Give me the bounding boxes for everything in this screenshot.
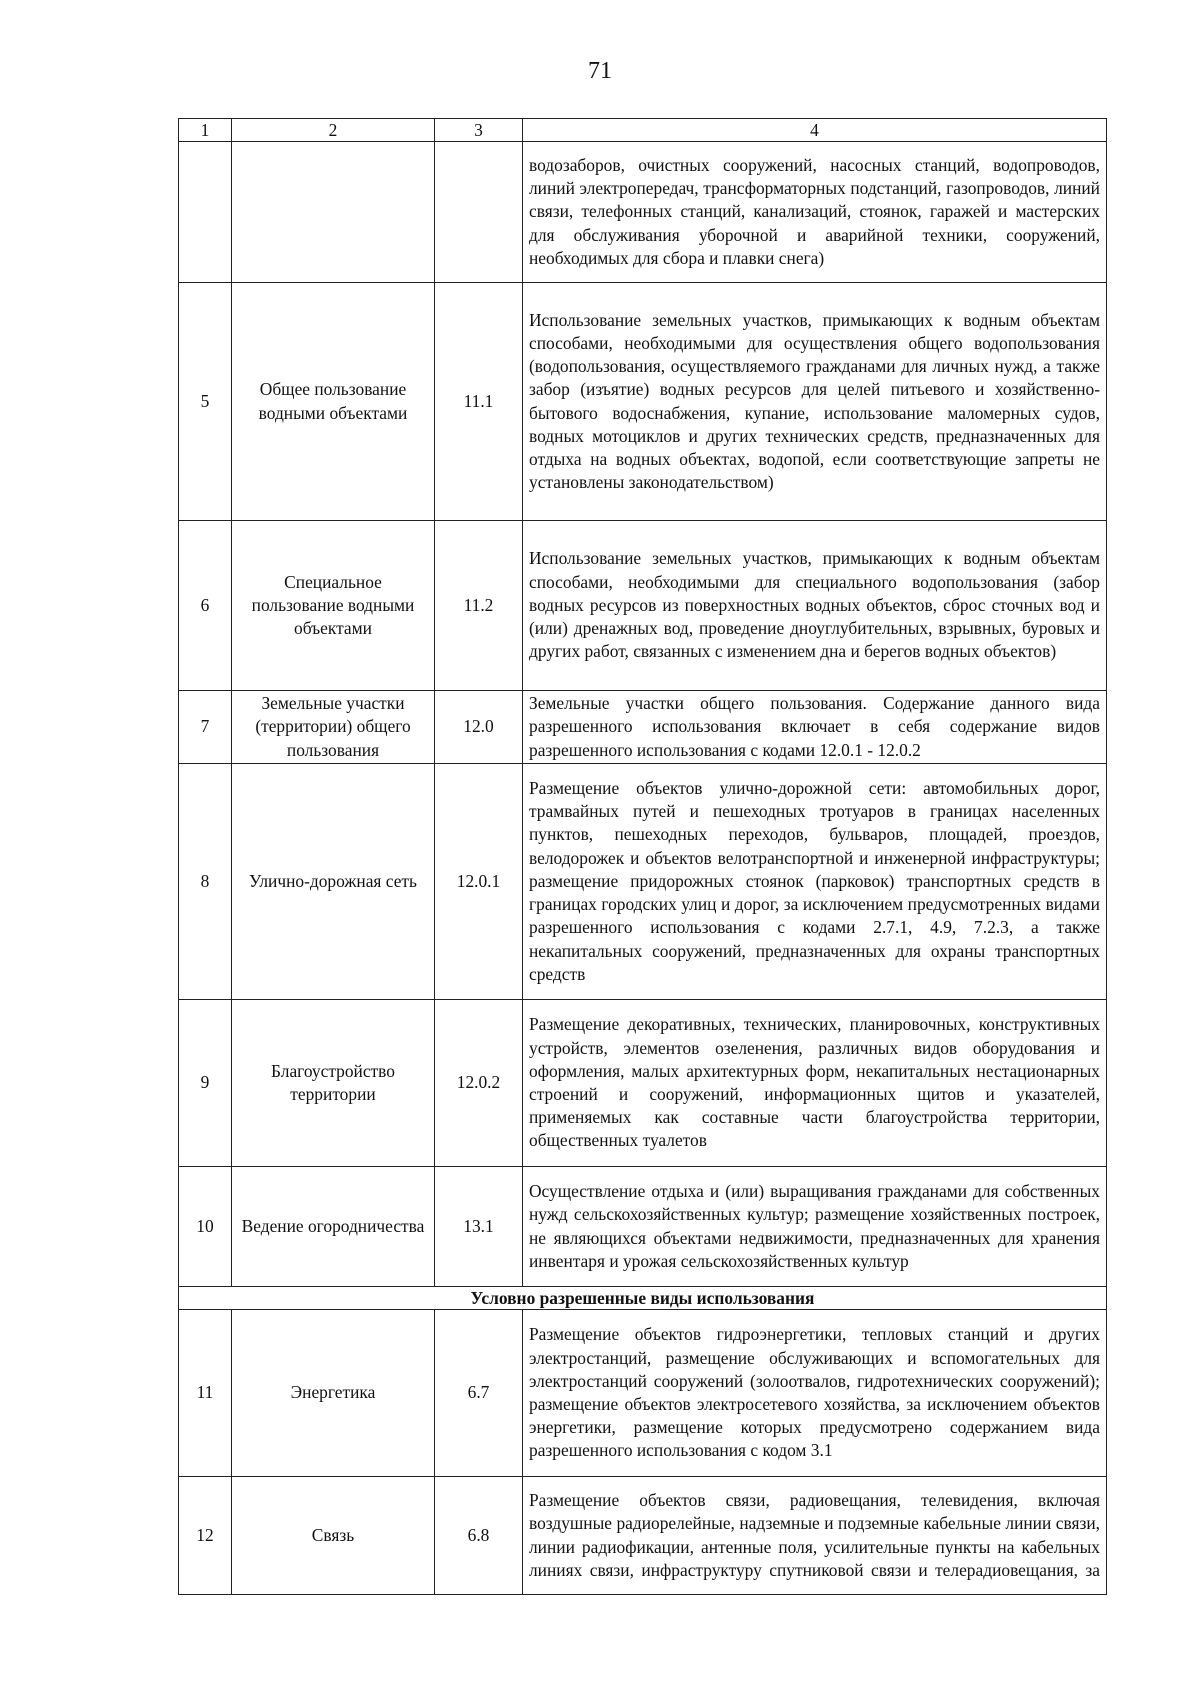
use-description: Размещение объектов гидроэнергетики, тепловых станций и других электростанций, размещение обслуживающих и вспомогательных для электростанций сооружений (золоотвалов, гидротехнических сооружений); размещение объектов электросетевого хозяйства, за исключением объектов энергетики, размещение которых предусмотрено содержанием вида разрешенного использования с кодом 3.1: [523, 1310, 1107, 1477]
table-row: [179, 691, 1107, 764]
column-header: 3: [435, 119, 523, 142]
table-row: [179, 1167, 1107, 1287]
use-name: [232, 142, 435, 283]
use-description: Размещение декоративных, технических, планировочных, конструктивных устройств, элементов озеленения, различных видов оборудования и оформления, малых архитектурных форм, некапитальных нестационарных строений и сооружений, информационных щитов и указателей, применяемых как составные части благоустройства территории, общественных туалетов: [523, 1000, 1107, 1167]
use-description: водозаборов, очистных сооружений, насосных станций, водопроводов, линий электропередач, трансформаторных подстанций, газопроводов, линий связи, телефонных станций, канализаций, стоянок, гаражей и мастерских для обслуживания уборочной и аварийной техники, сооружений, необходимых для сбора и плавки снега): [523, 142, 1107, 283]
table-header-row: [179, 119, 1107, 142]
use-description: Размещение объектов связи, радиовещания, телевидения, включая воздушные радиорелейные, надземные и подземные кабельные линии связи, линии радиофикации, антенные поля, усилительные пункты на кабельных линиях связи, инфраструктуру спутниковой связи и телерадиовещания, за: [523, 1477, 1107, 1595]
use-code: 12.0.1: [435, 764, 523, 1000]
row-number: 5: [179, 283, 232, 521]
row-number: [179, 142, 232, 283]
use-code: 13.1: [435, 1167, 523, 1287]
row-number: 9: [179, 1000, 232, 1167]
use-name: Ведение огородничества: [232, 1167, 435, 1287]
table-row: [179, 283, 1107, 521]
table-row: [179, 1000, 1107, 1167]
row-number: 10: [179, 1167, 232, 1287]
land-use-table: [178, 118, 1107, 1595]
section-row: [179, 1287, 1107, 1310]
row-number: 7: [179, 691, 232, 764]
use-description: Осуществление отдыха и (или) выращивания гражданами для собственных нужд сельскохозяйственных культур; размещение хозяйственных построек, не являющихся объектами недвижимости, предназначенных для хранения инвентаря и урожая сельскохозяйственных культур: [523, 1167, 1107, 1287]
table-row: [179, 1477, 1107, 1595]
use-description: Земельные участки общего пользования. Содержание данного вида разрешенного использования включает в себя содержание видов разрешенного использования с кодами 12.0.1 - 12.0.2: [523, 691, 1107, 764]
table-row: [179, 142, 1107, 283]
use-description: Использование земельных участков, примыкающих к водным объектам способами, необходимыми для осуществления общего водопользования (водопользования, осуществляемого гражданами для личных нужд, а также забор (изъятие) водных ресурсов для целей питьевого и хозяйственно-бытового водоснабжения, купание, использование маломерных судов, водных мотоциклов и других технических средств, предназначенных для отдыха на водных объектах, водопой, если соответствующие запреты не установлены законодательством): [523, 283, 1107, 521]
column-header: 4: [523, 119, 1107, 142]
use-code: [435, 142, 523, 283]
use-name: Энергетика: [232, 1310, 435, 1477]
use-description: Использование земельных участков, примыкающих к водным объектам способами, необходимыми для специального водопользования (забор водных ресурсов из поверхностных водных объектов, сброс сточных вод и (или) дренажных вод, проведение дноуглубительных, взрывных, буровых и других работ, связанных с изменением дна и берегов водных объектов): [523, 521, 1107, 691]
use-name: Благоустройство территории: [232, 1000, 435, 1167]
use-name: Общее пользование водными объектами: [232, 283, 435, 521]
table-row: [179, 764, 1107, 1000]
row-number: 6: [179, 521, 232, 691]
table-row: [179, 1310, 1107, 1477]
use-name: Связь: [232, 1477, 435, 1595]
use-name: Улично-дорожная сеть: [232, 764, 435, 1000]
row-number: 11: [179, 1310, 232, 1477]
use-name: Специальное пользование водными объектами: [232, 521, 435, 691]
row-number: 12: [179, 1477, 232, 1595]
table-row: [179, 521, 1107, 691]
row-number: 8: [179, 764, 232, 1000]
use-code: 6.8: [435, 1477, 523, 1595]
column-header: 1: [179, 119, 232, 142]
use-code: 11.1: [435, 283, 523, 521]
column-header: 2: [232, 119, 435, 142]
use-code: 12.0: [435, 691, 523, 764]
use-code: 12.0.2: [435, 1000, 523, 1167]
section-title: Условно разрешенные виды использования: [179, 1287, 1107, 1310]
use-description: Размещение объектов улично-дорожной сети: автомобильных дорог, трамвайных путей и пешеходных тротуаров в границах населенных пунктов, пешеходных переходов, бульваров, площадей, проездов, велодорожек и объектов велотранспортной и инженерной инфраструктуры; размещение придорожных стоянок (парковок) транспортных средств в границах городских улиц и дорог, за исключением предусмотренных видами разрешенного использования с кодами 2.7.1, 4.9, 7.2.3, а также некапитальных сооружений, предназначенных для охраны транспортных средств: [523, 764, 1107, 1000]
use-code: 11.2: [435, 521, 523, 691]
use-name: Земельные участки (территории) общего пользования: [232, 691, 435, 764]
page-number: 71: [588, 58, 612, 84]
use-code: 6.7: [435, 1310, 523, 1477]
